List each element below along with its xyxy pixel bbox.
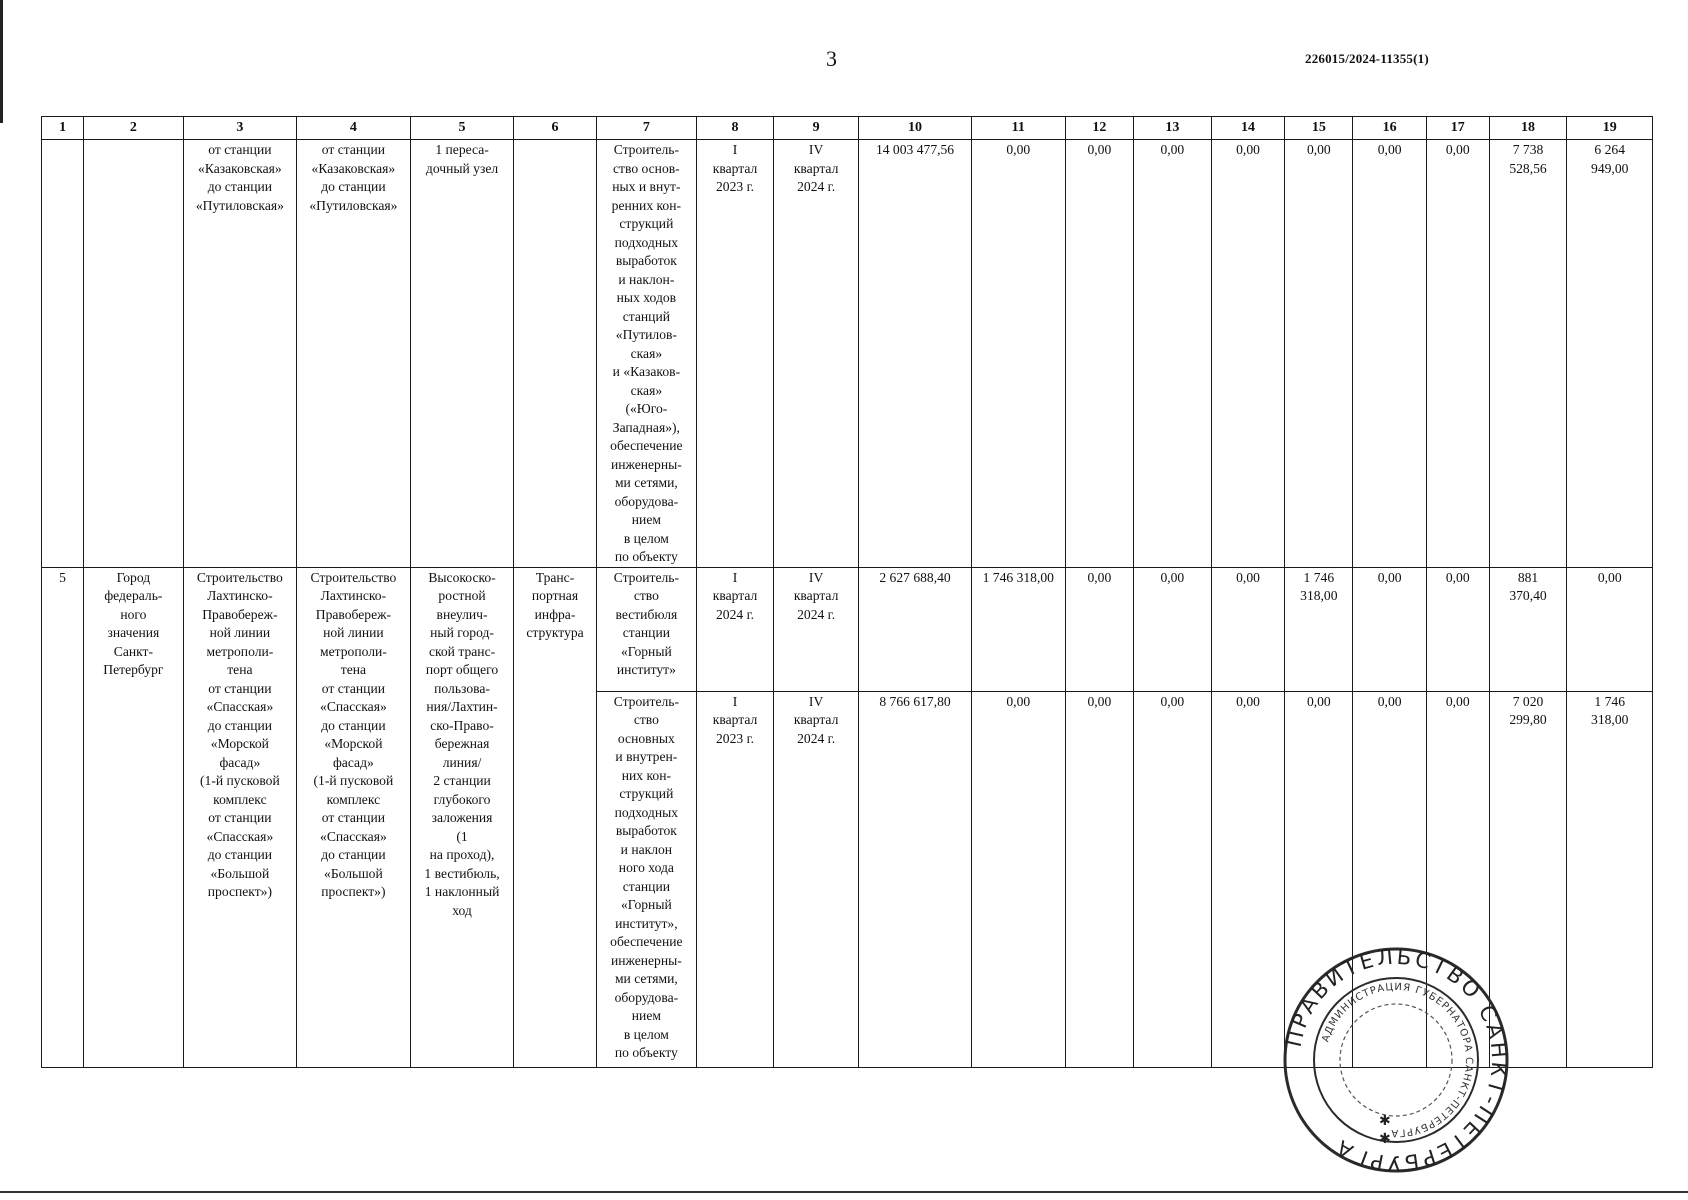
cell-start: I квартал 2023 г.: [697, 140, 774, 568]
official-seal-stamp: [1276, 945, 1516, 1175]
page-edge-mark: [0, 0, 3, 123]
cell-characteristics: Высокоско- ростной внеулич- ный город- ской транс- порт общего пользова- ния/Лахтин- ско-Право- бережная линия/ 2 станции глубокого заложения (1 на проход), 1 вестибюль, 1 наклонный ход: [410, 567, 514, 1067]
cell-amount: 0,00: [1426, 691, 1489, 1067]
cell-object-name: Строительство Лахтинско- Правобереж- ной линии метрополи- тена от станции «Спасская» до станции «Морской фасад» (1-й пусковой комплекс от станции «Спасская» до станции «Большой проспект»): [183, 567, 297, 1067]
svg-text:✱: ✱: [1379, 1131, 1391, 1147]
cell-number: 5: [42, 567, 84, 1067]
column-number: 2: [84, 117, 183, 140]
cell-amount: 0,00: [971, 140, 1065, 568]
cell-infrastructure-type: Транс- портная инфра- структура: [514, 567, 596, 1067]
cell-total: 8 766 617,80: [859, 691, 971, 1067]
investment-table: [41, 116, 1653, 1068]
cell-works: Строитель- ство основ- ных и внут- ренних кон- струкций подходных выработок и наклон- ных ходов станций «Путилов- ская» и «Казаков- ская» («Юго- Западная»), обеспечение инженерны- ми сетями, оборудова- нием в целом по объекту: [596, 140, 697, 568]
cell-amount: 0,00: [1285, 691, 1353, 1067]
svg-text:ПРАВИТЕЛЬСТВО САНКТ-ПЕТЕРБУРГА: ПРАВИТЕЛЬСТВО САНКТ-ПЕТЕРБУРГА: [1281, 945, 1512, 1175]
cell-works: Строитель- ство основных и внутрен- них кон- струкций подходных выработок и наклон ного хода станции «Горный институт», обеспечение инженерны- ми сетями, оборудова- нием в целом по объекту: [596, 691, 697, 1067]
cell-amount: 0,00: [1133, 691, 1211, 1067]
table-row-5-part-1: [42, 567, 1653, 691]
column-number: 12: [1065, 117, 1133, 140]
cell-amount: 0,00: [1426, 140, 1489, 568]
cell-total: 2 627 688,40: [859, 567, 971, 691]
cell-amount: 0,00: [1065, 567, 1133, 691]
column-number: 13: [1133, 117, 1211, 140]
cell-object-name: от станции «Казаковская» до станции «Путиловская»: [183, 140, 297, 568]
column-number: 4: [297, 117, 411, 140]
cell-amount: 0,00: [1567, 567, 1653, 691]
column-number: 3: [183, 117, 297, 140]
document-code: 226015/2024-11355(1): [1305, 51, 1429, 66]
cell-start: I квартал 2024 г.: [697, 567, 774, 691]
cell-characteristics: 1 переса- дочный узел: [410, 140, 514, 568]
cell-amount: 0,00: [1353, 140, 1427, 568]
cell-amount: 0,00: [1211, 567, 1285, 691]
cell-infrastructure-type: [514, 140, 596, 568]
table-row-continuation: [42, 140, 1653, 568]
cell-amount: 1 746 318,00: [971, 567, 1065, 691]
column-number: 19: [1567, 117, 1653, 140]
cell-end: IV квартал 2024 г.: [773, 567, 858, 691]
cell-object-name-repeat: от станции «Казаковская» до станции «Путиловская»: [297, 140, 411, 568]
cell-amount: 7 738 528,56: [1489, 140, 1567, 568]
cell-start: I квартал 2023 г.: [697, 691, 774, 1067]
column-number: 9: [773, 117, 858, 140]
cell-end: IV квартал 2024 г.: [773, 691, 858, 1067]
cell-amount: 0,00: [971, 691, 1065, 1067]
cell-amount: 0,00: [1426, 567, 1489, 691]
cell-subject: Город федераль- ного значения Санкт- Петербург: [84, 567, 183, 1067]
cell-subject: [84, 140, 183, 568]
column-number: 11: [971, 117, 1065, 140]
column-number: 6: [514, 117, 596, 140]
cell-object-name-repeat: Строительство Лахтинско- Правобереж- ной линии метрополи- тена от станции «Спасская» до станции «Морской фасад» (1-й пусковой комплекс от станции «Спасская» до станции «Большой проспект»): [297, 567, 411, 1067]
column-number: 10: [859, 117, 971, 140]
svg-text:АДМИНИСТРАЦИЯ ГУБЕРНАТОРА САНК: АДМИНИСТРАЦИЯ ГУБЕРНАТОРА САНКТ-ПЕТЕРБУРГА: [1320, 981, 1475, 1139]
column-number: 8: [697, 117, 774, 140]
cell-amount: 0,00: [1065, 691, 1133, 1067]
cell-amount: 7 020 299,80: [1489, 691, 1567, 1067]
column-number: 16: [1353, 117, 1427, 140]
cell-amount: 0,00: [1211, 140, 1285, 568]
column-number: 17: [1426, 117, 1489, 140]
cell-amount: 1 746 318,00: [1285, 567, 1353, 691]
cell-amount: 0,00: [1285, 140, 1353, 568]
column-number: 1: [42, 117, 84, 140]
column-number: 7: [596, 117, 697, 140]
column-number: 15: [1285, 117, 1353, 140]
cell-amount: 0,00: [1133, 140, 1211, 568]
column-number: 18: [1489, 117, 1567, 140]
cell-amount: 0,00: [1211, 691, 1285, 1067]
column-number-row: [42, 117, 1653, 140]
page-number: 3: [826, 46, 837, 71]
cell-amount: 6 264 949,00: [1567, 140, 1653, 568]
cell-number: [42, 140, 84, 568]
cell-amount: 0,00: [1133, 567, 1211, 691]
column-number: 5: [410, 117, 514, 140]
cell-works: Строитель- ство вестибюля станции «Горный институт»: [596, 567, 697, 691]
cell-total: 14 003 477,56: [859, 140, 971, 568]
cell-amount: 0,00: [1353, 691, 1427, 1067]
page-bottom-rule: [0, 1191, 1688, 1193]
cell-amount: 881 370,40: [1489, 567, 1567, 691]
cell-amount: 0,00: [1353, 567, 1427, 691]
cell-end: IV квартал 2024 г.: [773, 140, 858, 568]
column-number: 14: [1211, 117, 1285, 140]
svg-text:✱: ✱: [1379, 1113, 1391, 1129]
cell-amount: 1 746 318,00: [1567, 691, 1653, 1067]
cell-amount: 0,00: [1065, 140, 1133, 568]
